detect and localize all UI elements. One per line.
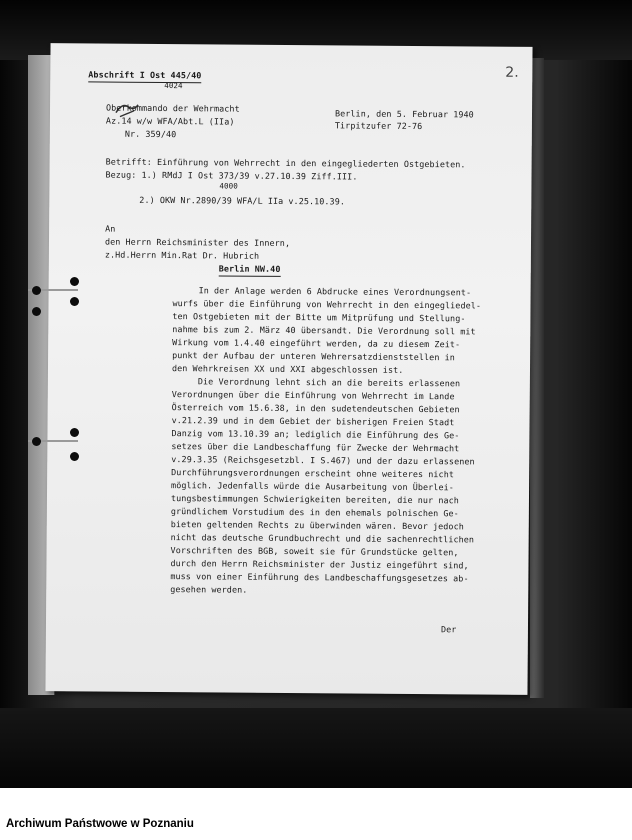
catchword: Der: [440, 624, 457, 635]
salutation-an: An: [105, 223, 116, 234]
recipient-line-1: den Herrn Reichsminister des Innern,: [104, 236, 291, 249]
bezug-line-1-sub: 4000: [219, 181, 238, 191]
body-line: nicht das deutsche Grundbuchrecht und die sachenrechtlichen: [170, 532, 475, 545]
body-line: Danzig vom 13.10.39 an; lediglich die Einführung des Ge-: [171, 428, 460, 441]
body-line: Österreich vom 15.6.38, in den sudetendeutschen Gebieten: [171, 402, 460, 415]
body-line: muss von einer Einführung des Landbeschaffungsgesetzes ab-: [170, 571, 469, 584]
punch-hole: [70, 297, 79, 306]
body-line: möglich. Jedenfalls würde die Ausarbeitung von Überlei-: [171, 480, 454, 493]
body-line: tungsbestimmungen Schwierigkeiten bereiten, die nur nach: [170, 493, 459, 506]
body-line: wurfs über die Einführung von Wehrrecht in den eingegliedel-: [172, 298, 482, 311]
body-line: bieten geltenden Rechts zu überwinden wären. Bevor jedoch: [170, 519, 464, 532]
address-street: Tirpitzufer 72-76: [334, 120, 423, 132]
punch-hole: [32, 437, 41, 446]
bezug-line-2: 2.) OKW Nr.2890/39 WFA/L IIa v.25.10.39.: [139, 194, 346, 207]
header-copy-sub: 4024: [164, 81, 183, 91]
header-copy-ref: Abschrift I Ost 445/40: [88, 68, 201, 83]
punch-hole: [70, 277, 79, 286]
reference-line-2: Nr. 359/40: [124, 128, 177, 140]
body-line: v.21.2.39 und in dem Gebiet der bisherigen Freien Stadt: [171, 415, 455, 428]
body-line: In der Anlage werden 6 Abdrucke eines Verordnungsent-: [198, 285, 472, 298]
body-line: gründlichem Vorstudium des in den ehemals polnischen Ge-: [170, 506, 459, 519]
body-line: nahme bis zum 2. März 40 übersandt. Die Verordnung soll mit: [172, 324, 476, 337]
body-line: Verordnungen über die Einführung von Wehrrecht im Lande: [171, 389, 455, 402]
subject-line: Betrifft: Einführung von Wehrrecht in den eingegliederten Ostgebieten.: [105, 156, 466, 170]
reference-line-1: Az.14 w/w WFA/Abt.L (IIa): [105, 115, 235, 127]
archive-name: Archiwum Państwowe w Poznaniu: [6, 818, 194, 830]
body-line: punkt der Aufbau der unteren Wehrersatzdienststellen in: [172, 350, 455, 363]
body-line: v.29.3.35 (Reichsgesetzbl. I S.467) und der dazu erlassenen: [171, 454, 475, 467]
handwritten-page-number: 2.: [505, 64, 519, 81]
page-edge-shadow: [530, 58, 544, 698]
archive-footer: [0, 788, 632, 840]
body-line: Die Verordnung lehnt sich an die bereits erlassenen: [197, 376, 461, 389]
punch-hole: [70, 452, 79, 461]
punch-hole: [70, 428, 79, 437]
body-line: durch den Herrn Reichsminister der Justiz eingeführt sind,: [170, 558, 469, 571]
body-line: setzes über die Landbeschaffung für Zwecke der Wehrmacht: [171, 441, 460, 454]
body-line: Wirkung vom 1.4.40 eingeführt werden, da zu diesem Zeit-: [172, 337, 461, 350]
punch-hole: [32, 307, 41, 316]
recipient-line-3: Berlin NW.40: [219, 262, 281, 277]
body-line: ten Ostgebieten mit der Bitte um Mitprüfung und Stellung-: [172, 311, 466, 324]
document-page: [45, 43, 532, 695]
sender: Oberkommando der Wehrmacht: [106, 102, 240, 114]
body-line: Durchführungsverordnungen erscheint ohne weiteres nicht: [171, 467, 455, 480]
bezug-line-1: Bezug: 1.) RMdJ I Ost 373/39 v.27.10.39 Ziff.III.: [105, 169, 358, 182]
body-line: gesehen werden.: [170, 584, 248, 595]
punch-hole: [32, 286, 41, 295]
recipient-line-2: z.Hd.Herrn Min.Rat Dr. Hubrich: [104, 249, 260, 261]
body-line: den Wehrkreisen XX und XXI abgeschlossen ist.: [171, 363, 404, 375]
body-line: Vorschriften des BGB, soweit sie für Grundstücke gelten,: [170, 545, 459, 558]
place-date: Berlin, den 5. Februar 1940: [334, 108, 474, 120]
